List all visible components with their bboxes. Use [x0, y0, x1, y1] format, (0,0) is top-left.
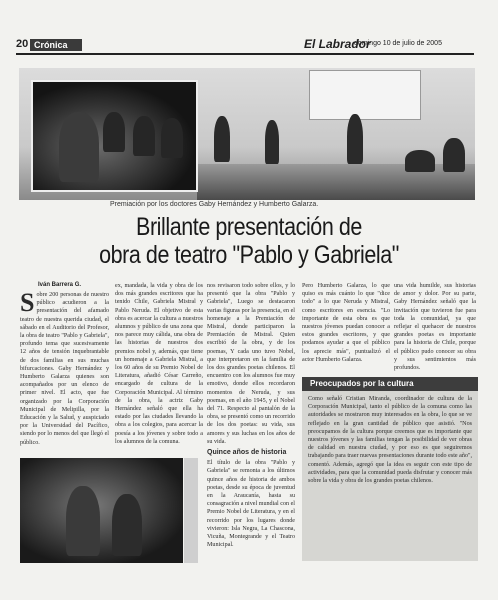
person-figure: [405, 150, 435, 172]
article-column-4: [302, 282, 390, 376]
person-figure: [443, 138, 465, 172]
person-figure: [103, 112, 125, 152]
dateline: domingo 10 de julio de 2005: [354, 40, 442, 47]
article-text: obre 200 personas de nuestro público acudieron a la presentación del afamado teatro de nuestra querida ciudad, el sábado en el Auditorio del Profesor, la obra de teatro "Pablo y Gabriela", profundo tema que sucesivamente 12 años de tensión inquebrantable de dos familias en sus muchas bifurcaciones. Gaby Hernández y Humberto Galarza quienes son acompañados por un elenco de primer nivel. El acto, que fue organizado por la Corporación Municipal de Melipilla, por la Educación y la Salud, y auspiciado por la Universidad del Pacífico, siendo por lo menos del que llegó el público.: [20, 292, 109, 446]
person-figure: [161, 118, 183, 158]
section-label: Crónica: [30, 39, 82, 51]
header-rule: [16, 53, 474, 55]
inset-photo: [31, 80, 198, 192]
stage-screen: [309, 70, 421, 120]
page-number: 20: [16, 38, 29, 50]
headline-line-1: Brillante presentación de: [136, 213, 362, 241]
article-text: Pero Humberto Galarza, lo que quiso es más cuánto lo que "dice todo" a lo que Neruda y Mistral, como escritores en esencia. "Lo importante de esta obra es que nuestros jóvenes puedan conocer a estos grandes escritores, y que podamos ayudar a que el público los aprecie más", puntualizó el actor Humberto Galarza.: [302, 283, 390, 363]
article-text: una vida humilde, sus historias de amor y dolor. Por su parte, Gaby Hernández señaló que la invitación que tuvieron fue para toda la comunidad, ya que reflejar el quehacer de nuestros grandes poetas es importante para la historia de Chile, porque el público pudo conocer su obra y sus sentimientos más profundos.: [394, 283, 476, 372]
article-text: nos revisaron todo sobre ellos, y lo presentó que la obra "Pablo y Gabriela", Luego se destacaron varias figuras por la presencia, en el homenaje a la Premiación de Mistral, donde participaron la Premiación de Mistral. Quien escribió de la obra, y de los poemas, Y cada uno tuvo Nobel, que interpretaron en la familia de los dos grandes poetas chilenos. El encuentro con los alumnos fue muy emotivo, donde ellos recordaron momentos de Neruda, y sus poemas, en el año 1945, y el Nobel del 71. Respecto al pantalón de la obra, se presentó como un recorrido de los dos poetas: su vida, sus amores y sus luchas en los años de su vida.: [207, 283, 295, 445]
masthead: El Labrador: [304, 37, 371, 51]
person-figure: [265, 120, 279, 164]
article-column-1: [20, 291, 109, 451]
person-figure: [214, 116, 230, 162]
photo-edge: [184, 458, 198, 563]
photo-caption: Premiación por los doctores Gaby Hernández y Humberto Galarza.: [110, 201, 319, 208]
article-text: ex, mandada, la vida y obra de los dos más grandes escritores que ha tenido Chile, Gabriela Mistral y Pablo Neruda. El objetivo de esta obra es acercar la cultura a nuestros alumnos y público de una zona que nos parece muy cálida, una obra de las historias de nuestros dos premios nobel y, además, que tiene un homenaje a Gabriela Mistral, a los 60 años de su Premio Nobel de Literatura, añadió César Carreño, encargado de cultura de la Corporación Municipal. Al término de la obra, la actriz Gaby Hernández señaló que ella ha estado por las ciudades llevando la obra a los colegios, para acercar la poesía a los jóvenes y sobre todo a los alumnos de la comuna.: [115, 283, 203, 445]
person-figure: [347, 114, 363, 164]
sidebar-title: Preocupados por la cultura: [302, 377, 478, 391]
article-column-3: [207, 282, 295, 561]
headline-line-2: obra de teatro "Pablo y Gabriela": [99, 241, 399, 269]
sidebar-box: [302, 377, 478, 561]
page-header: [16, 38, 486, 52]
article-text: El título de la obra "Pablo y Gabriela" se remonta a los últimos quince años de historia de ambos poetas, desde su época de juventud en la Araucanía, hasta su consagración a nivel mundial con el Premio Nobel de Literatura, y en el recorrido por los lugares donde vivieron: Isla Negra, La Chascona, Vicuña, Montegrande y el Teatro Municipal.: [207, 460, 295, 549]
person-figure: [59, 112, 99, 182]
drop-cap: S: [20, 291, 35, 317]
main-photo: [19, 68, 475, 200]
person-figure: [66, 486, 100, 556]
subheading: Quince años de historia: [207, 449, 287, 457]
byline: Iván Barrera G.: [38, 282, 82, 288]
person-figure: [112, 494, 142, 556]
sidebar-text: Como señaló Cristian Miranda, coordinador de cultura de la Corporación Municipal, tanto el público de la comuna como las autoridades se mostraron muy interesados en la obra, lo que se ve reflejado en la gran cantidad de público que asistió. "Nos preocupamos de la cultura porque creemos que es importante que nuestros jóvenes y las familias tengan la posibilidad de ver obras de calidad en nuestra ciudad, y por eso es que seguiremos trabajando para traer nuevas presentaciones durante todo este año", comentó. Además, agregó que la idea es seguir con este tipo de actividades, para que la comunidad pueda disfrutar y conocer más sobre la vida y obra de los grandes poetas chilenos.: [308, 396, 472, 485]
article-column-5: [394, 282, 476, 376]
person-figure: [133, 116, 155, 156]
performance-photo: [20, 458, 183, 563]
